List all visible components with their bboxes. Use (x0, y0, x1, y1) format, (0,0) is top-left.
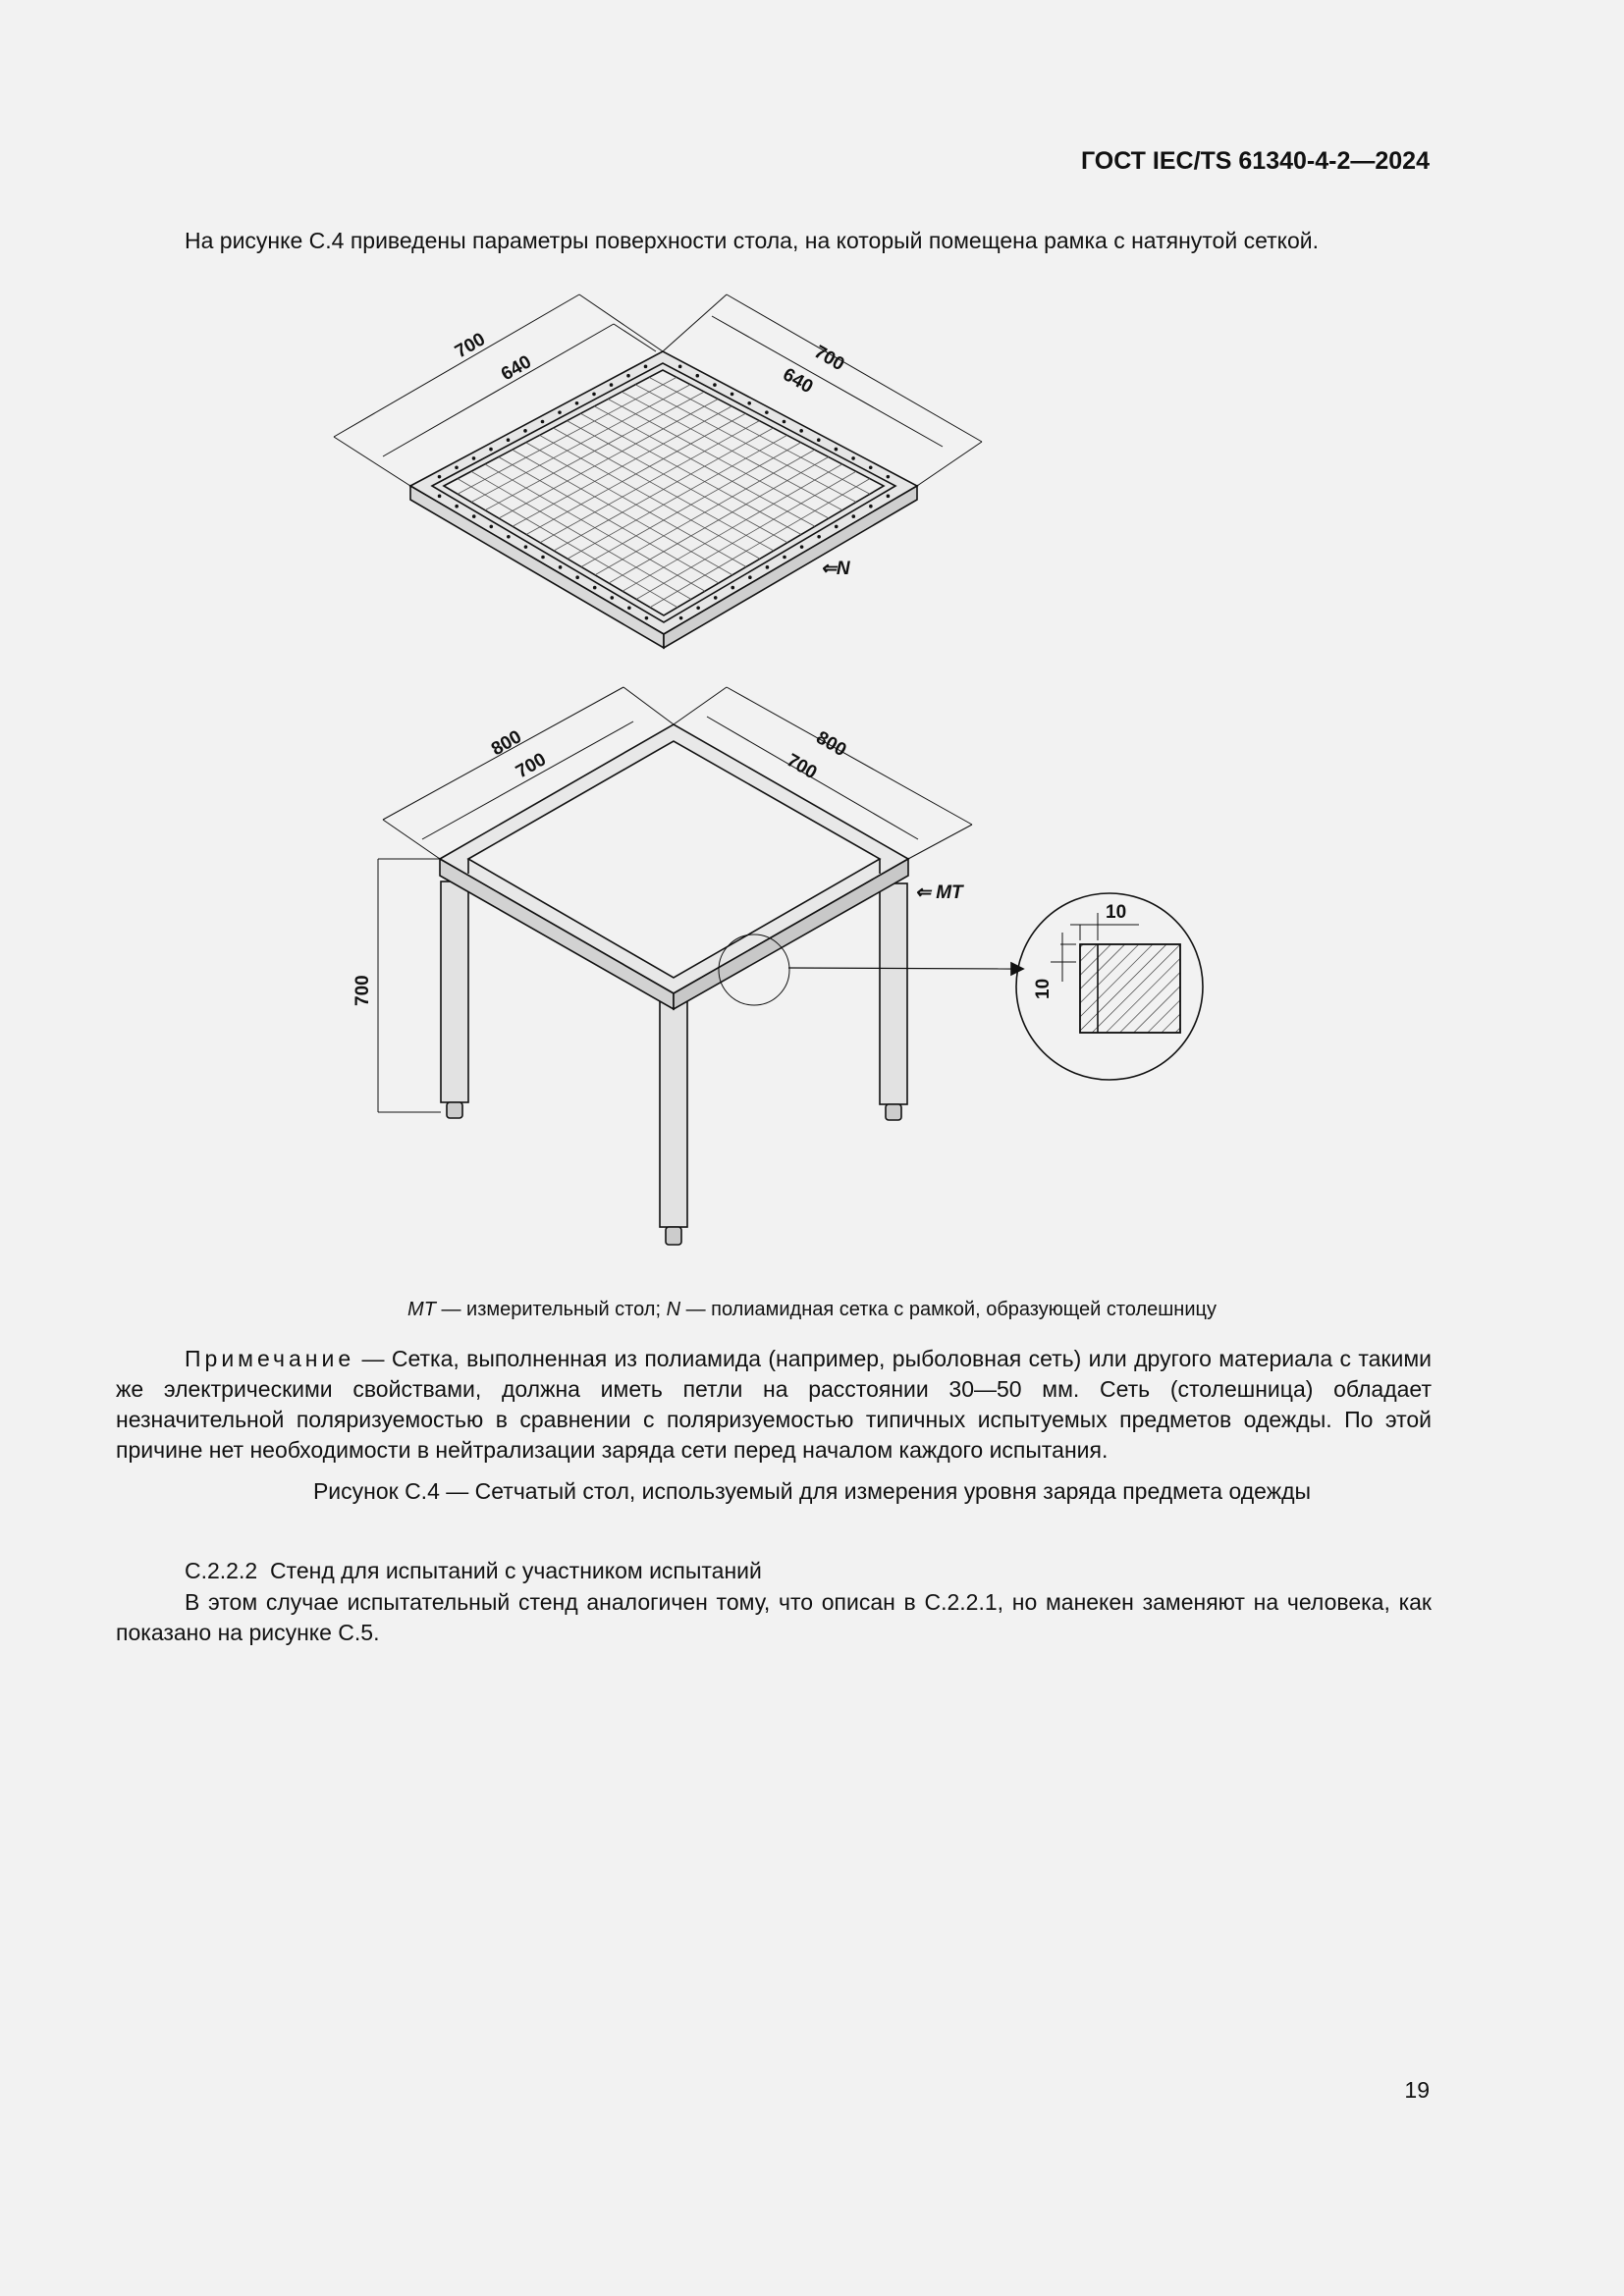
frame-rivet (800, 545, 804, 549)
frame-rivet (817, 535, 821, 539)
frame-rivet (679, 616, 683, 620)
frame-rivet (714, 596, 718, 600)
document-code: ГОСТ IEC/TS 61340-4-2—2024 (1080, 147, 1430, 175)
dim-frame-inner-right: 640 (779, 364, 817, 399)
frame-rivet (575, 401, 579, 405)
frame-rivet (559, 565, 563, 569)
dim-table-outer-left: 800 (488, 726, 525, 761)
frame-rivet (817, 438, 821, 442)
page-number: 19 (1404, 2077, 1430, 2103)
frame-rivet (541, 556, 545, 560)
frame-rivet (489, 448, 493, 452)
frame-rivet (489, 525, 493, 529)
frame-rivet (748, 575, 752, 579)
mesh-frame (410, 351, 917, 648)
frame-rivet (472, 514, 476, 518)
frame-rivet (472, 456, 476, 460)
detail-dim-vertical: 10 (1033, 978, 1054, 999)
frame-rivet (766, 565, 770, 569)
frame-rivet (765, 410, 769, 414)
label-n: ⇐N (821, 559, 850, 579)
frame-rivet (799, 429, 803, 433)
frame-rivet (869, 505, 873, 508)
frame-rivet (695, 374, 699, 378)
intro-paragraph: На рисунке С.4 приведены параметры поверхности стола, на который помещена рамка с натянутой сеткой. (185, 228, 1319, 253)
measuring-table (440, 724, 1023, 1245)
frame-rivet (610, 383, 614, 387)
dim-frame-inner-left: 640 (498, 351, 535, 386)
frame-rivet (835, 525, 839, 529)
section-paragraph: В этом случае испытательный стенд аналогичен тому, что описан в С.2.2.1, но манекен заменяют на человека, как показано на рисунке С.5. (116, 1589, 1432, 1645)
legend-mt-text: — измерительный стол; (435, 1299, 667, 1320)
legend-mt-abbr: MT (407, 1299, 436, 1320)
dim-frame-outer-right: 700 (810, 342, 848, 376)
frame-rivet (645, 616, 649, 620)
frame-rivet (783, 556, 786, 560)
frame-rivet (627, 606, 631, 610)
frame-rivet (592, 393, 596, 397)
frame-rivet (835, 448, 839, 452)
frame-rivet (731, 393, 734, 397)
frame-rivet (507, 438, 511, 442)
frame-rivet (610, 596, 614, 600)
frame-rivet (747, 401, 751, 405)
section-heading (185, 1558, 762, 1584)
legend-n-abbr: N (666, 1299, 681, 1320)
frame-rivet (438, 495, 442, 499)
frame-rivet (713, 383, 717, 387)
note-label: Примечание (185, 1346, 355, 1371)
note-text: — Сетка, выполненная из полиамида (например, рыболовная сеть) или другого материала с такими же электрическими свойствами, должна иметь петли на расстоянии 30—50 мм. Сеть (столешница) обладает незначительной поляризуемостью в сравнении с поляризуемостью типичных испытуемых предметов одежды. По этой причине нет необходимости в нейтрализации заряда сети перед началом каждого испытания. (116, 1346, 1432, 1463)
frame-rivet (626, 374, 630, 378)
frame-rivet (558, 410, 562, 414)
frame-rivet (524, 545, 528, 549)
detail-dim-horizontal: 10 (1106, 902, 1127, 923)
dim-table-inner-right: 700 (783, 750, 821, 784)
frame-rivet (783, 420, 786, 424)
frame-rivet (851, 456, 855, 460)
frame-rivet (575, 575, 579, 579)
dim-table-height: 700 (352, 975, 373, 1006)
frame-rivet (869, 465, 873, 469)
frame-rivet (455, 465, 459, 469)
frame-rivet (523, 429, 527, 433)
frame-rivet (678, 365, 682, 369)
frame-rivet (438, 475, 442, 479)
frame-rivet (593, 586, 597, 590)
dim-frame-outer-left: 700 (452, 329, 489, 363)
legend-n-text: — полиамидная сетка с рамкой, образующей столешницу (680, 1299, 1217, 1320)
section-number: С.2.2.2 (185, 1558, 258, 1583)
frame-rivet (696, 606, 700, 610)
dim-table-outer-right: 800 (812, 727, 850, 762)
figure-legend (0, 1299, 1624, 1321)
label-mt: ⇐ MT (915, 882, 963, 903)
frame-rivet (541, 420, 545, 424)
frame-rivet (887, 495, 891, 499)
frame-rivet (887, 475, 891, 479)
section-title: Стенд для испытаний с участником испытаний (269, 1558, 762, 1583)
frame-rivet (731, 586, 734, 590)
dim-table-inner-left: 700 (513, 749, 550, 783)
frame-rivet (455, 505, 459, 508)
frame-rivet (644, 365, 648, 369)
frame-rivet (507, 535, 511, 539)
frame-rivet (851, 514, 855, 518)
note-paragraph (116, 1344, 1432, 1466)
figure-title: Рисунок С.4 — Сетчатый стол, используемый для измерения уровня заряда предмета одежды (312, 1478, 1312, 1504)
